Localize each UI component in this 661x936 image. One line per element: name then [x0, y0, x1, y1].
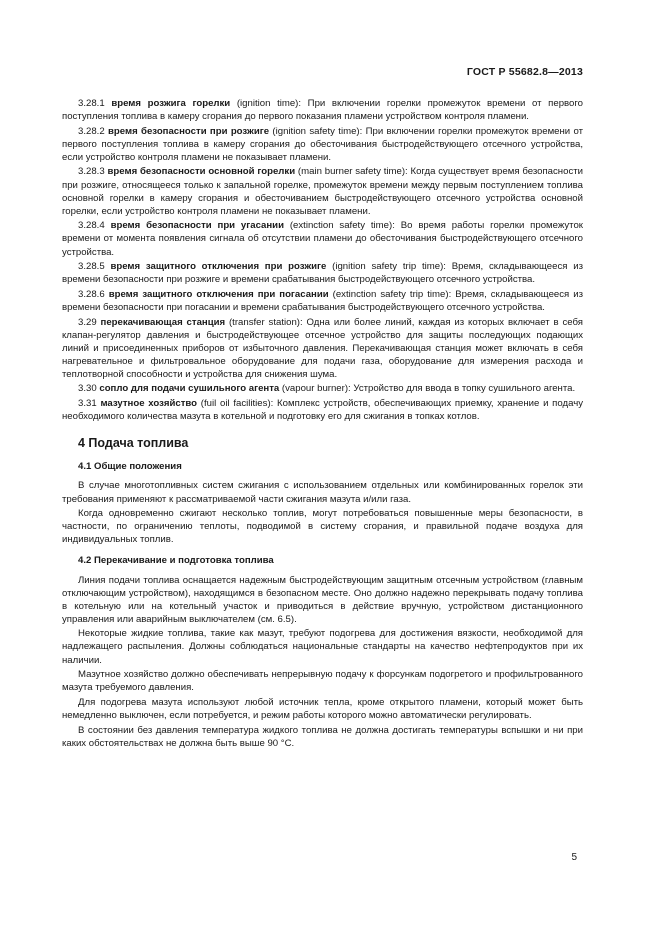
page-number: 5	[571, 852, 577, 863]
definition-item	[62, 219, 583, 258]
definition-text: (fuil oil facilities): Комплекс устройств, обеспечивающих приемку, хранение и подачу необходимого количества мазута в котельной и подготовку его для сжигания в топках котлов.	[62, 398, 584, 423]
definition-item	[62, 316, 583, 381]
definition-term: время безопасности при розжиге	[108, 125, 270, 137]
definition-number: 3.28.6	[78, 288, 105, 300]
subsection-4-1-title: 4.1 Общие положения	[78, 461, 182, 473]
subsection-4-2-title: 4.2 Перекачивание и подготовка топлива	[78, 555, 274, 567]
section-4-title: 4 Подача топлива	[78, 436, 189, 451]
definition-text: (main burner safety time): Когда существует время безопасности при розжиге, относящееся только к запальной горелке, промежуток времени между первым поступлением топлива основной горелки в камеру сгорания и обесточиванием быстродействующего отсечного устройства основной горелки, если устройство контроля пламени не показывает пламени.	[62, 166, 583, 217]
definition-term: перекачивающая станция	[100, 316, 226, 328]
paragraph: Когда одновременно сжигают несколько топлив, могут потребоваться повышенные меры безопасности, в частности, по ограничению теплоты, подводимой в систему сгорания, и правильной подаче воздуха для индивидуальных топлив.	[62, 508, 583, 546]
definition-item	[62, 382, 583, 395]
paragraph: В состоянии без давления температура жидкого топлива не должна достигать температуры вспышки и ни при каких обстоятельствах не должна быть выше 90 °С.	[62, 724, 583, 749]
definition-term: время розжига горелки	[111, 98, 231, 109]
definition-number: 3.29	[78, 316, 97, 328]
definitions-list	[62, 97, 583, 423]
definition-number: 3.28.4	[78, 220, 105, 232]
definition-item	[62, 97, 583, 123]
definition-term: время безопасности при угасании	[110, 220, 284, 232]
definition-text: (vapour burner): Устройство для ввода в топку сушильного агента.	[279, 383, 576, 395]
definition-number: 3.28.2	[78, 125, 105, 137]
definition-text: (ignition safety time): При включении горелки промежуток времени от первого поступления топлива в камеру сгорания до обесточивания быстродействующего отсечного устройства, если устройство контроля пламени не показывает пламени.	[62, 125, 584, 163]
paragraph: В случае многотопливных систем сжигания с использованием отдельных или комбинированных горелок эти требования применяют к рассматриваемой части сжигания мазута и/или газа.	[62, 480, 583, 505]
definition-item	[62, 397, 583, 423]
paragraph: Для подогрева мазута используют любой источник тепла, кроме открытого пламени, который может быть немедленно выключен, если потребуется, и режим работы которого можно автоматически регулировать.	[62, 696, 583, 721]
definition-item	[62, 288, 583, 314]
document-header-id: ГОСТ Р 55682.8—2013	[466, 66, 583, 78]
definition-text: (extinction safety time): Во время работы горелки промежуток времени от момента появления сигнала об отсутствии пламени до обесточивания быстродействующего отсечного устройства.	[62, 220, 583, 258]
paragraph: Линия подачи топлива оснащается надежным быстродействующим защитным отсечным устройством (главным отключающим устройством), находящимся в безопасном месте. Оно должно надежно перекрывать подачу топлива в котельную или на котельный участок и приводиться в действие вручную, устройством дистанционного управления или аварийным выключателем (см. 6.5).	[62, 574, 583, 625]
definition-text: (ignition safety trip time): Время, складывающееся из времени безопасности при розжиге и времени срабатывания быстродействующего отсечного устройства.	[62, 261, 583, 286]
definition-text: (extinction safety trip time): Время, складывающееся из времени безопасности при погасании и времени срабатывания быстродействующего отсечного устройства.	[62, 288, 583, 313]
definition-number: 3.28.3	[78, 166, 105, 178]
definition-term: время защитного отключения при розжиге	[110, 261, 327, 273]
definition-text: (transfer station): Одна или более линий, каждая из которых включает в себя клапан-регулятор давления и быстродействующее отсечное устройство для защиты последующих подающих линий и присоединенных приборов от избыточного давления. Перекачивающая станция может включать в себя нагревательное и фильтровальное оборудование для подачи газа, оборудование для измерения расхода и теплотворной способности и устройства для снижения шума.	[62, 316, 583, 380]
definition-term: сопло для подачи сушильного агента	[99, 383, 280, 395]
document-body	[62, 97, 583, 751]
definition-term: время защитного отключения при погасании	[108, 288, 329, 300]
definition-number: 3.30	[78, 383, 97, 395]
definition-number: 3.28.1	[78, 98, 105, 109]
definition-text: (ignition time): При включении горелки промежуток времени от первого поступления топлива в камеру сгорания до первого показания пламени устройством контроля пламени.	[62, 98, 583, 123]
paragraph: Некоторые жидкие топлива, такие как мазут, требуют подогрева для достижения вязкости, необходимой для надлежащего распыления. Должны соблюдаться национальные стандарты на качество нефтепродуктов при их наличии.	[62, 628, 583, 666]
definition-number: 3.28.5	[78, 261, 105, 273]
definition-term: время безопасности основной горелки	[107, 166, 296, 178]
definition-number: 3.31	[78, 398, 97, 410]
definition-term: мазутное хозяйство	[100, 398, 198, 410]
definition-item	[62, 125, 583, 164]
definition-item	[62, 165, 583, 217]
paragraph: Мазутное хозяйство должно обеспечивать непрерывную подачу к форсункам подогретого и профильтрованного мазута требуемого давления.	[62, 669, 583, 694]
definition-item	[62, 260, 583, 286]
